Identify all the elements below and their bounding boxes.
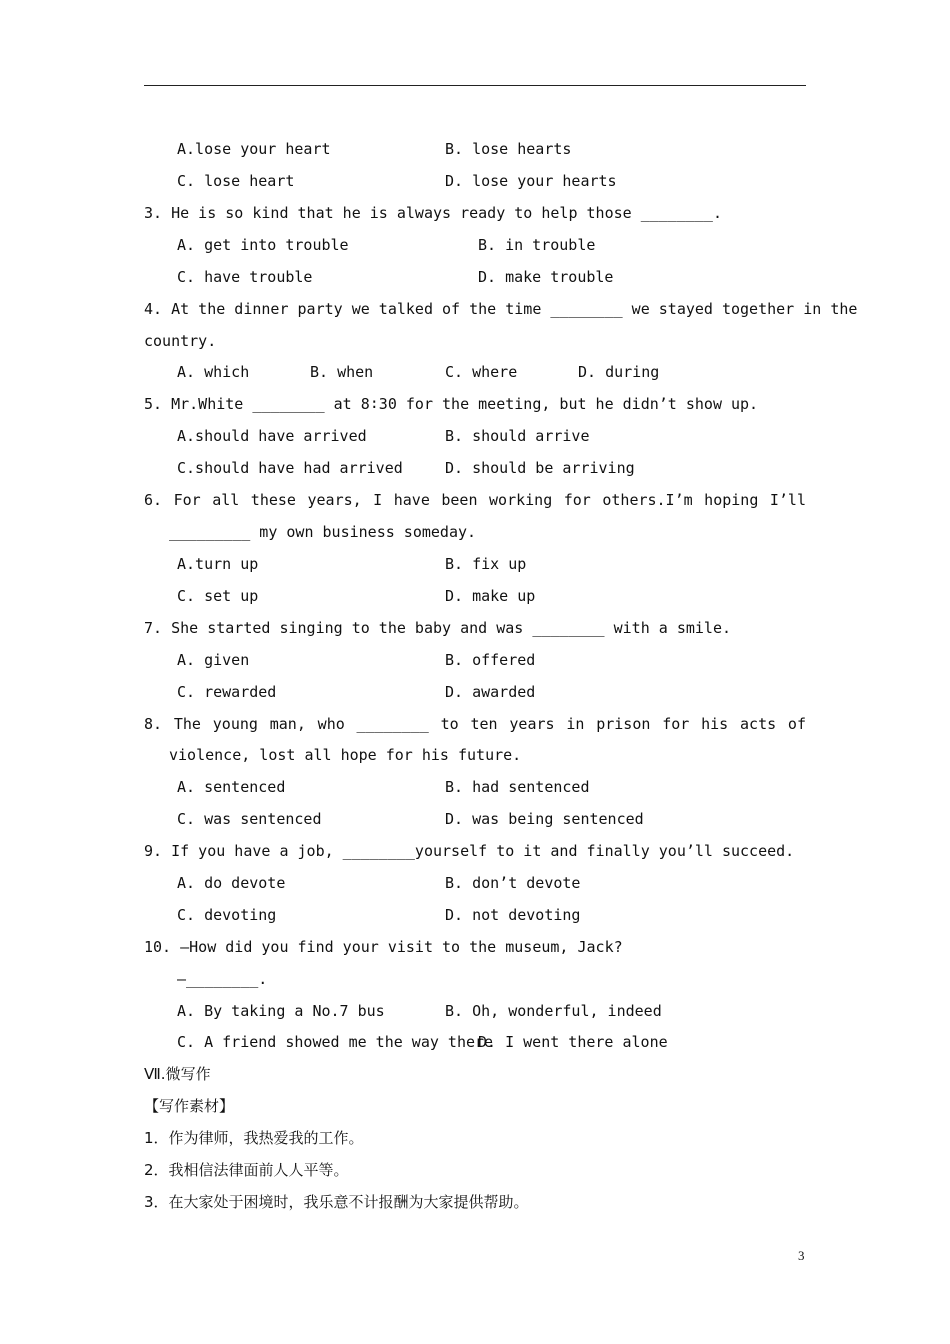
q3-option-c: C. have trouble bbox=[177, 268, 313, 286]
q9-stem: 9. If you have a job, ________yourself to it and finally you’ll succeed. bbox=[144, 842, 795, 860]
q9-option-c: C. devoting bbox=[177, 906, 277, 924]
q2-option-c: C. lose heart bbox=[177, 172, 295, 190]
q10-option-b: B. Oh, wonderful, indeed bbox=[445, 1002, 662, 1020]
q4-option-c: C. where bbox=[445, 363, 518, 381]
q4-option-b: B. when bbox=[310, 363, 374, 381]
q6-stem-line2: _________ my own business someday. bbox=[169, 523, 477, 541]
q2-option-d: D. lose your hearts bbox=[445, 172, 617, 190]
q5-option-a: A.should have arrived bbox=[177, 427, 367, 445]
q8-option-a: A. sentenced bbox=[177, 778, 286, 796]
q10-option-c: C. A friend showed me the way there bbox=[177, 1033, 494, 1051]
q5-option-c: C.should have had arrived bbox=[177, 459, 403, 477]
q10-option-a: A. By taking a No.7 bus bbox=[177, 1002, 385, 1020]
q5-option-d: D. should be arriving bbox=[445, 459, 635, 477]
q9-option-b: B. don’t devote bbox=[445, 874, 581, 892]
q10-stem-line1: 10. —How did you find your visit to the museum, Jack? bbox=[144, 938, 623, 956]
q7-stem: 7. She started singing to the baby and was ________ with a smile. bbox=[144, 619, 731, 637]
q3-option-d: D. make trouble bbox=[478, 268, 614, 286]
q8-option-c: C. was sentenced bbox=[177, 810, 322, 828]
q6-option-b: B. fix up bbox=[445, 555, 527, 573]
q6-option-a: A.turn up bbox=[177, 555, 259, 573]
q3-option-a: A. get into trouble bbox=[177, 236, 349, 254]
q6-option-d: D. make up bbox=[445, 587, 536, 605]
q6-stem-line1: 6. For all these years, I have been working for others.I’m hoping I’ll bbox=[144, 491, 806, 509]
q7-option-d: D. awarded bbox=[445, 683, 536, 701]
q8-stem-line2: violence, lost all hope for his future. bbox=[169, 746, 522, 764]
page-number: 3 bbox=[798, 1248, 805, 1263]
q6-option-c: C. set up bbox=[177, 587, 259, 605]
q4-option-d: D. during bbox=[578, 363, 660, 381]
material-item-3: 3．在大家处于困境时，我乐意不计报酬为大家提供帮助。 bbox=[144, 1193, 529, 1211]
q3-stem: 3. He is so kind that he is always ready to help those ________. bbox=[144, 204, 722, 222]
q4-option-a: A. which bbox=[177, 363, 250, 381]
material-item-2: 2．我相信法律面前人人平等。 bbox=[144, 1161, 349, 1179]
q8-option-b: B. had sentenced bbox=[445, 778, 590, 796]
q10-option-d: D. I went there alone bbox=[478, 1033, 668, 1051]
material-label: 【写作素材】 bbox=[144, 1097, 235, 1115]
q2-option-a: A.lose your heart bbox=[177, 140, 331, 158]
q7-option-c: C. rewarded bbox=[177, 683, 277, 701]
q9-option-d: D. not devoting bbox=[445, 906, 581, 924]
section-heading: Ⅶ.微写作 bbox=[144, 1065, 211, 1083]
q5-option-b: B. should arrive bbox=[445, 427, 590, 445]
header-rule bbox=[144, 85, 806, 86]
q7-option-a: A. given bbox=[177, 651, 250, 669]
q4-stem-line2: country. bbox=[144, 332, 217, 350]
q2-option-b: B. lose hearts bbox=[445, 140, 572, 158]
material-item-1: 1．作为律师，我热爱我的工作。 bbox=[144, 1129, 364, 1147]
q5-stem: 5. Mr.White ________ at 8∶30 for the meeting, but he didn’t show up. bbox=[144, 395, 759, 413]
q9-option-a: A. do devote bbox=[177, 874, 286, 892]
q10-stem-line2: —________. bbox=[177, 970, 268, 988]
q4-stem-line1: 4. At the dinner party we talked of the time ________ we stayed together in the bbox=[144, 300, 858, 318]
q8-option-d: D. was being sentenced bbox=[445, 810, 644, 828]
q7-option-b: B. offered bbox=[445, 651, 536, 669]
q3-option-b: B. in trouble bbox=[478, 236, 596, 254]
q8-stem-line1: 8. The young man, who ________ to ten years in prison for his acts of bbox=[144, 715, 806, 733]
